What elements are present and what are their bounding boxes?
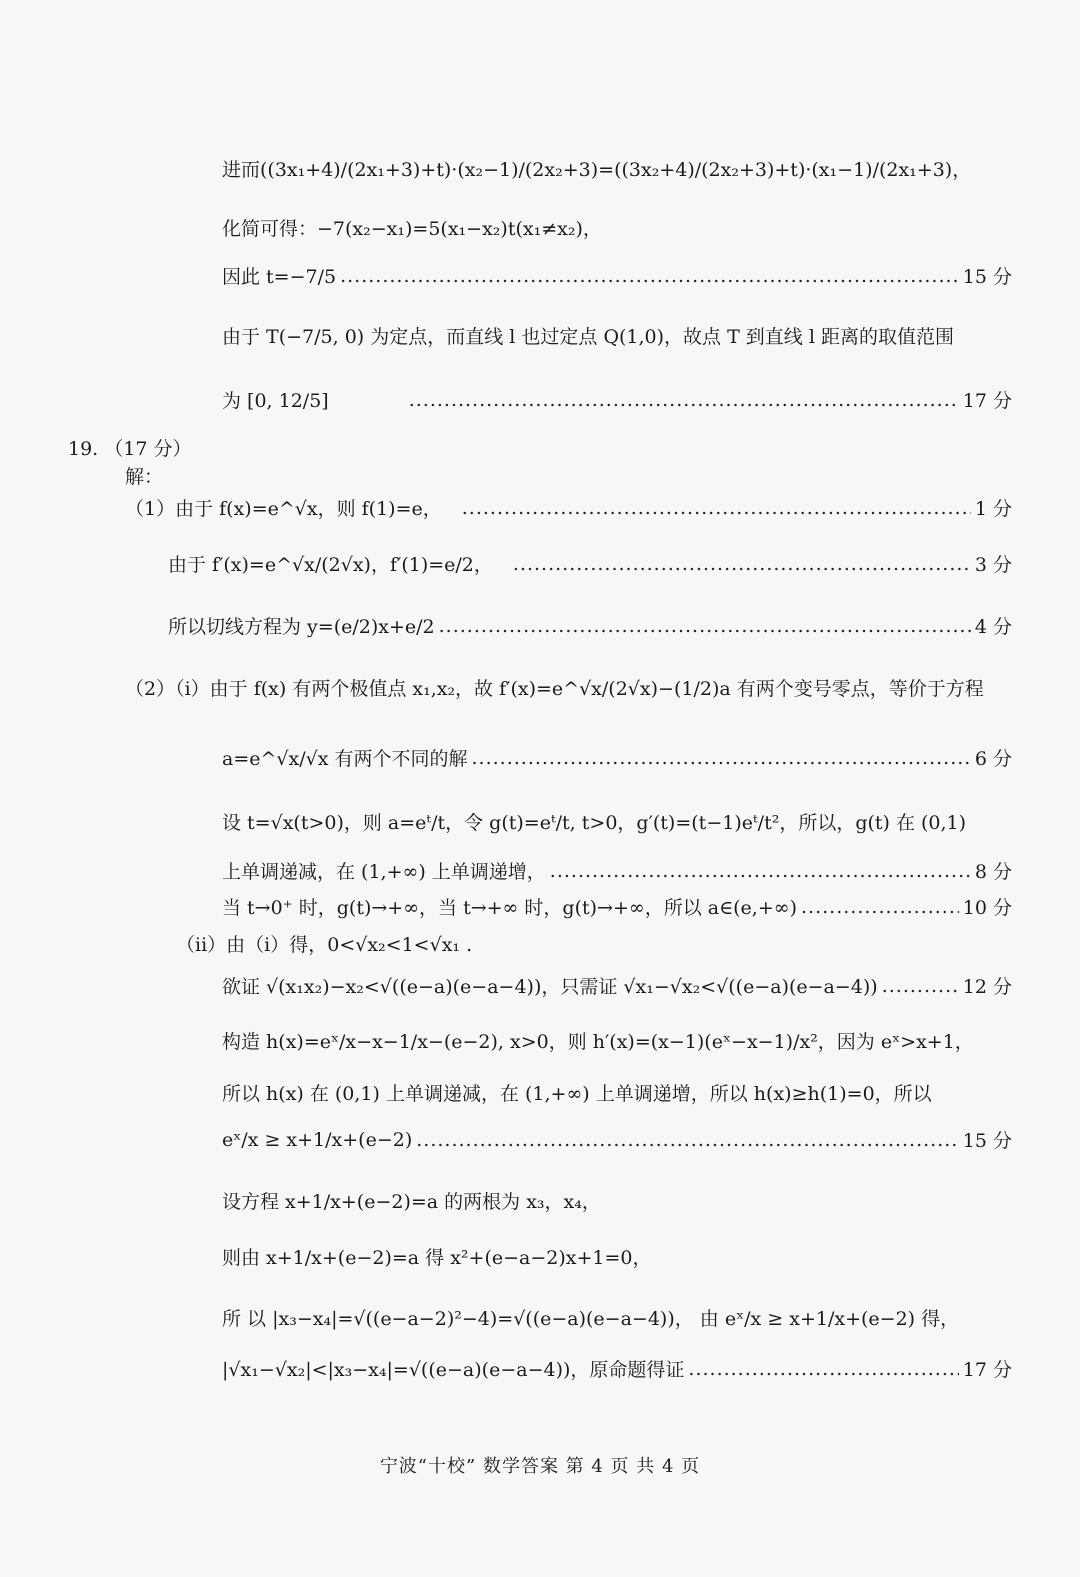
score-label: 6 分 [974,748,1012,770]
dot-leader [882,975,959,997]
line-11 [125,674,1012,701]
line-text: （1）由于 f(x)=e^√x，则 f(1)=e， [125,498,442,520]
score-label: 15 分 [962,1130,1012,1152]
line-19 [222,1079,1012,1106]
line-12 [222,744,1012,771]
line-text: eˣ/x ≥ x+1/x+(e−2) [222,1128,413,1151]
line-22 [222,1243,1012,1270]
line-9 [168,550,1012,577]
score-label: 3 分 [974,554,1012,576]
line-text: 由于 T(−7/5, 0) 为定点，而直线 l 也过定点 Q(1,0)，故点 T 到直线 l 距离的取值范围 [222,326,954,348]
line-10 [168,612,1012,639]
dot-leader [409,389,959,411]
score-label: 4 分 [974,616,1012,638]
line-text: 化简可得：−7(x₂−x₁)=5(x₁−x₂)t(x₁≠x₂)， [222,218,602,240]
line-23 [222,1304,1012,1331]
line-8 [125,494,1012,521]
line-text: a=e^√x/√x 有两个不同的解 [222,748,468,770]
dot-leader [462,497,971,519]
score-label: 10 分 [962,897,1012,919]
line-text: （ii）由（i）得，0<√x₂<1<√x₁ . [176,934,473,956]
line-16 [176,930,1012,957]
line-text: 设 t=√x(t>0)，则 a=eᵗ/t，令 g(t)=eᵗ/t, t>0，g′(t)=(t−1)eᵗ/t²，所以，g(t) 在 (0,1) [222,812,967,834]
dot-leader [801,896,959,918]
solution-label [125,462,325,489]
line-1 [222,155,1012,182]
dot-leader [416,1129,959,1151]
page-footer: 宁波“十校” 数学答案 第 4 页 共 4 页 [379,1456,701,1477]
dot-leader [472,747,971,769]
line-15 [222,893,1012,920]
line-14 [222,857,1012,884]
dot-leader [688,1358,958,1380]
line-text: 所以 h(x) 在 (0,1) 上单调递减，在 (1,+∞) 上单调递增，所以 h(x)≥h(1)=0，所以 [222,1083,932,1105]
line-20 [222,1126,1012,1153]
line-text: 所以切线方程为 y=(e/2)x+e/2 [168,616,435,638]
dot-leader [340,265,959,287]
line-3 [222,262,1012,289]
line-text: 当 t→0⁺ 时，g(t)→+∞，当 t→+∞ 时，g(t)→+∞，所以 a∈(e,+∞) [222,897,798,919]
line-text: 欲证 √(x₁x₂)−x₂<√((e−a)(e−a−4))，只需证 √x₁−√x₂<√((e−a)(e−a−4)) [222,976,878,998]
dot-leader [513,553,971,575]
line-text: 上单调递减，在 (1,+∞) 上单调递增， [222,861,546,883]
score-label: 17 分 [962,390,1012,412]
line-2 [222,214,1012,241]
score-label: 12 分 [962,976,1012,998]
line-text: 进而((3x₁+4)/(2x₁+3)+t)·(x₂−1)/(2x₂+3)=((3x₂+4)/(2x₂+3)+t)·(x₁−1)/(2x₁+3)， [222,159,972,181]
line-text: 设方程 x+1/x+(e−2)=a 的两根为 x₃，x₄， [222,1191,601,1213]
line-text: （2）（i）由于 f(x) 有两个极值点 x₁,x₂，故 f′(x)=e^√x/(2√x)−(1/2)a 有两个变号零点，等价于方程 [125,678,984,700]
score-label: 17 分 [962,1359,1012,1381]
line-24 [222,1355,1012,1382]
dot-leader [439,615,971,637]
line-text: 为 [0, 12/5] [222,390,329,412]
line-text: 则由 x+1/x+(e−2)=a 得 x²+(e−a−2)x+1=0， [222,1247,652,1269]
score-label: 15 分 [962,266,1012,288]
score-label: 8 分 [974,861,1012,883]
line-4 [222,322,1012,349]
question-19-header [68,434,468,461]
line-text: 由于 f′(x)=e^√x/(2√x)，f′(1)=e/2， [168,554,493,576]
score-label: 1 分 [974,498,1012,520]
line-5 [222,386,1012,413]
line-17 [222,972,1012,999]
line-13 [222,808,1012,835]
line-text: 构造 h(x)=eˣ/x−x−1/x−(e−2), x>0，则 h′(x)=(x−1)(eˣ−x−1)/x²，因为 eˣ>x+1， [222,1031,974,1053]
line-text: |√x₁−√x₂|<|x₃−x₄|=√((e−a)(e−a−4))，原命题得证 [222,1359,685,1381]
line-18 [222,1027,1012,1054]
line-text: 所 以 |x₃−x₄|=√((e−a−2)²−4)=√((e−a)(e−a−4))， 由 eˣ/x ≥ x+1/x+(e−2) 得， [222,1308,960,1330]
line-text: 解： [125,466,164,488]
dot-leader [550,860,971,882]
question-number: 19. （17 分） [68,438,192,460]
line-21 [222,1187,1012,1214]
line-text: 因此 t=−7/5 [222,266,337,288]
